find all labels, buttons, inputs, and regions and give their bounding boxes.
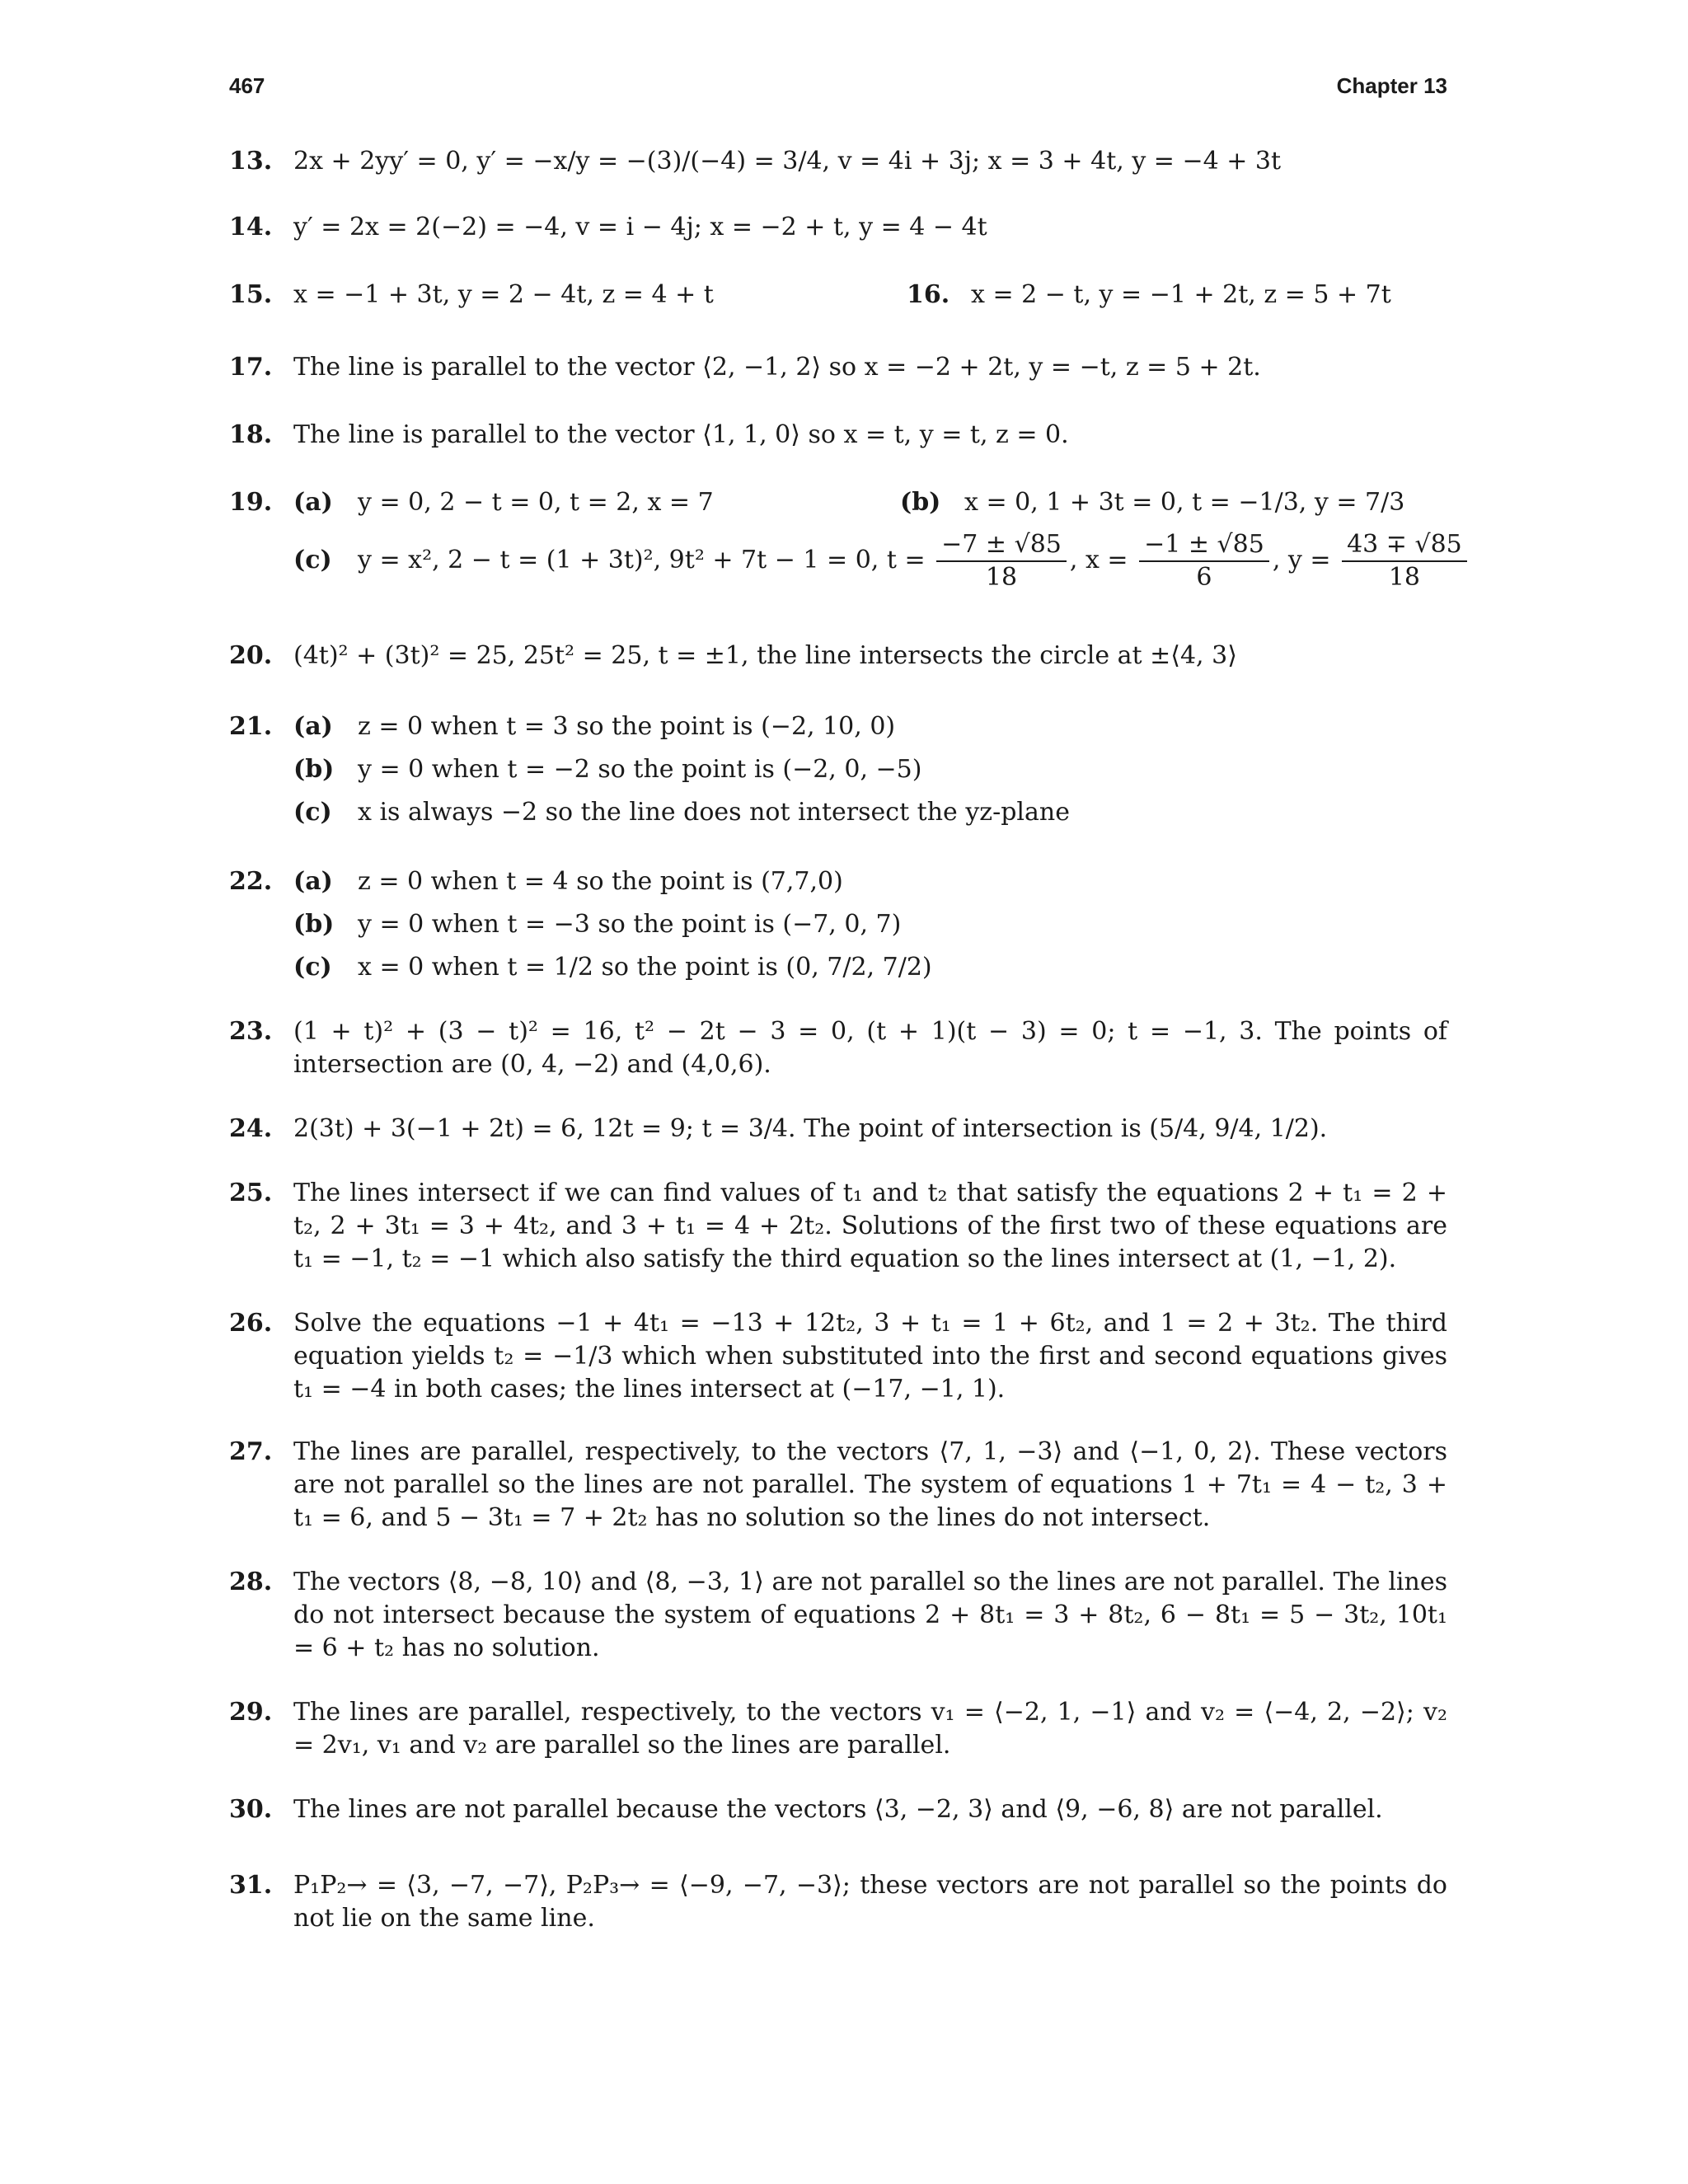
page-number: 467 [229,73,265,98]
problem-text: The lines are not parallel because the vectors ⟨3, −2, 3⟩ and ⟨9, −6, 8⟩ are not parallel. [293,1795,1383,1824]
problem-text: Solve the equations −1 + 4t₁ = −13 + 12t₂, 3 + t₁ = 1 + 6t₂, and 1 = 2 + 3t₂. The third equation yields t₂ = −1/3 which when substituted into the first and second equations gives t₁ = −4 in both cases; the lines intersect at (−17, −1, 1). [293,1309,1447,1404]
part-a [293,710,1447,743]
problem-number: 16. [907,280,950,309]
part-b [293,753,1447,786]
separator: , x = [1069,546,1128,574]
chapter-title: Chapter 13 [1336,73,1447,98]
problem-number: 15. [229,280,273,309]
part-label: (a) [293,712,333,741]
fraction-t [936,529,1067,593]
problem-text: The lines intersect if we can find values of t₁ and t₂ that satisfy the equations 2 + t₁ = 2 + t₂, 2 + 3t₁ = 3 + 4t₂, and 3 + t₁ = 4 + 2t₂. Solutions of the first two of these equations are t₁ = −1, t₂ = −1 which also satisfy the third equation so the lines intersect at (1, −1, 2). [293,1179,1447,1273]
part-text: z = 0 when t = 4 so the point is (7,7,0) [358,867,843,896]
problem-number: 29. [229,1698,273,1727]
part-b [900,486,1404,519]
problem-number: 17. [229,353,273,382]
part-text: x = 0, 1 + 3t = 0, t = −1/3, y = 7/3 [964,488,1405,517]
denominator: 6 [1139,560,1269,593]
problem-number: 24. [229,1114,273,1143]
problem-text: The lines are parallel, respectively, to the vectors ⟨7, 1, −3⟩ and ⟨−1, 0, 2⟩. These vectors are not parallel so the lines are not parallel. The system of equations 1 + 7t₁ = 4 − t₂, 3 + t₁ = 6, and 5 − 3t₁ = 7 + 2t₂ has no solution so the lines do not intersect. [293,1437,1447,1532]
problem-19 [229,486,1462,610]
part-label: (c) [293,546,332,574]
part-text: x is always −2 so the line does not intersect the yz-plane [358,798,1070,827]
problem-number: 19. [229,488,273,517]
problem-number: 28. [229,1568,273,1596]
problem-16 [907,279,1391,312]
part-c-prefix: y = x², 2 − t = (1 + 3t)², 9t² + 7t − 1 = 0, t = [358,546,926,574]
problem-text: The vectors ⟨8, −8, 10⟩ and ⟨8, −3, 1⟩ are not parallel so the lines are not parallel. The lines do not intersect because the system of equations 2 + 8t₁ = 3 + 8t₂, 6 − 8t₁ = 5 − 3t₂, 10t₁ = 6 + t₂ has no solution. [293,1568,1447,1662]
separator: , y = [1272,546,1331,574]
problem-text: 2(3t) + 3(−1 + 2t) = 6, 12t = 9; t = 3/4. The point of intersection is (5/4, 9/4, 1/2). [293,1114,1328,1143]
problem-number: 13. [229,147,273,176]
part-label: (b) [293,755,335,784]
problem-text: (4t)² + (3t)² = 25, 25t² = 25, t = ±1, the line intersects the circle at ±⟨4, 3⟩ [293,641,1237,670]
part-label: (b) [900,488,941,517]
problem-text: 2x + 2yy′ = 0, y′ = −x/y = −(3)/(−4) = 3/4, v = 4i + 3j; x = 3 + 4t, y = −4 + 3t [293,147,1282,176]
part-label: (c) [293,953,332,982]
problem-text: P₁P₂→ = ⟨3, −7, −7⟩, P₂P₃→ = ⟨−9, −7, −3⟩; these vectors are not parallel so the points do not lie on the same line. [293,1871,1447,1933]
problem-number: 23. [229,1017,273,1046]
problem-text: y′ = 2x = 2(−2) = −4, v = i − 4j; x = −2 + t, y = 4 − 4t [293,213,987,241]
problem-number: 31. [229,1871,273,1900]
problem-number: 25. [229,1179,273,1207]
fraction-y [1342,529,1467,593]
part-c [293,529,1462,593]
problem-text: x = −1 + 3t, y = 2 − 4t, z = 4 + t [293,280,714,309]
part-text: y = 0, 2 − t = 0, t = 2, x = 7 [358,488,714,517]
part-c [293,796,1447,829]
problem-number: 21. [229,712,273,741]
problem-number: 14. [229,213,273,241]
part-label: (c) [293,798,332,827]
denominator: 18 [1342,560,1467,593]
problem-21 [229,710,1447,827]
part-text: z = 0 when t = 3 so the point is (−2, 10, 0) [358,712,896,741]
numerator: −7 ± √85 [941,530,1062,559]
part-a [293,865,1447,898]
part-label: (a) [293,488,333,517]
part-c [293,951,1447,984]
problem-number: 18. [229,420,273,449]
part-text: y = 0 when t = −3 so the point is (−7, 0, 7) [358,910,902,939]
numerator: 43 ∓ √85 [1347,530,1462,559]
denominator: 18 [936,560,1067,593]
problem-22 [229,865,1447,982]
part-label: (a) [293,867,333,896]
problem-text: The line is parallel to the vector ⟨2, −1, 2⟩ so x = −2 + 2t, y = −t, z = 5 + 2t. [293,353,1261,382]
part-text: x = 0 when t = 1/2 so the point is (0, 7/2, 7/2) [358,953,932,982]
problem-text: The line is parallel to the vector ⟨1, 1, 0⟩ so x = t, y = t, z = 0. [293,420,1069,449]
problem-number: 30. [229,1795,273,1824]
problem-number: 26. [229,1309,273,1338]
problem-text: x = 2 − t, y = −1 + 2t, z = 5 + 7t [971,280,1391,309]
numerator: −1 ± √85 [1144,530,1264,559]
fraction-x [1139,529,1269,593]
problem-text: The lines are parallel, respectively, to the vectors v₁ = ⟨−2, 1, −1⟩ and v₂ = ⟨−4, 2, −2⟩; v₂ = 2v₁, v₁ and v₂ are parallel so the lines are parallel. [293,1698,1447,1760]
problem-number: 20. [229,641,273,670]
problem-text: (1 + t)² + (3 − t)² = 16, t² − 2t − 3 = 0, (t + 1)(t − 3) = 0; t = −1, 3. The points of intersection are (0, 4, −2) and (4,0,6). [293,1017,1447,1079]
problem-number: 27. [229,1437,273,1466]
problem-number: 22. [229,867,273,896]
part-label: (b) [293,910,335,939]
part-b [293,908,1447,941]
part-text: y = 0 when t = −2 so the point is (−2, 0, −5) [358,755,922,784]
